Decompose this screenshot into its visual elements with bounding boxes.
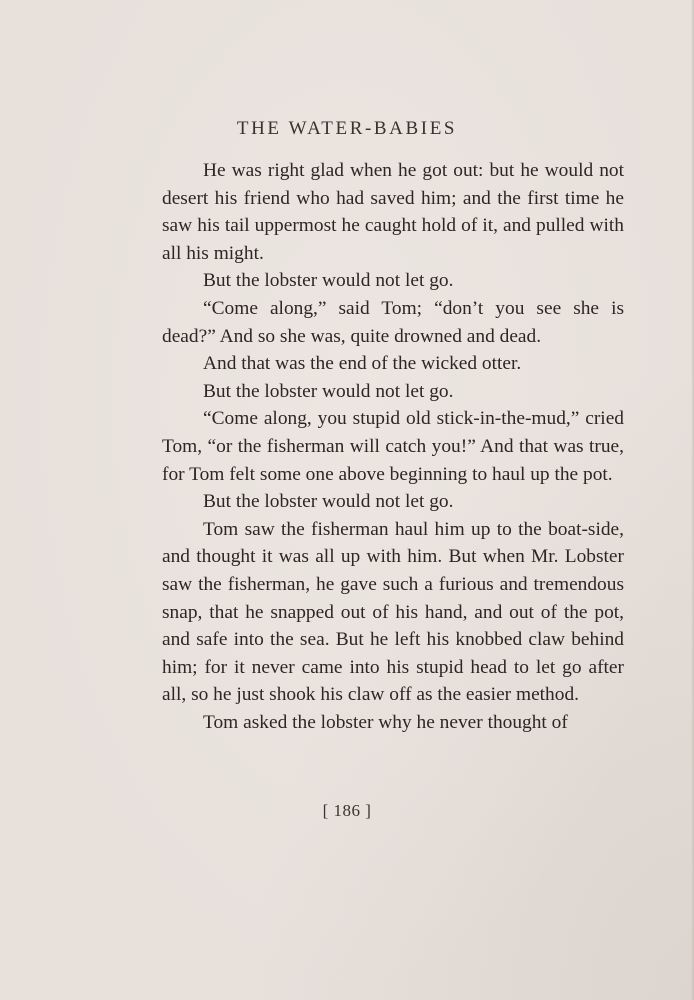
paragraph: Tom asked the lobster why he never thought of: [203, 711, 568, 733]
paragraph: But the lobster would not let go.: [203, 270, 454, 292]
paragraph: “Come along, you stupid old stick-in-the-mud,” cried Tom, “or the fisherman will catch you!” And that was true, for Tom felt some one above beginning to haul up the pot.: [162, 408, 624, 485]
paragraph: But the lobster would not let go.: [203, 380, 454, 402]
body-text: [162, 157, 624, 736]
running-title: THE WATER-BABIES: [236, 118, 458, 139]
paragraph: But the lobster would not let go.: [203, 491, 454, 513]
paragraph: Tom saw the fisherman haul him up to the boat-side, and thought it was all up with him. But when Mr. Lobster saw the fisherman, he gave such a furious and tremendous snap, that he snapped out of his hand, and out of the pot, and safe into the sea. But he left his knobbed claw behind him; for it never came into his stupid head to let go after all, so he just shook his claw off as the easier method.: [162, 518, 624, 706]
page-number: [ 186 ]: [322, 801, 372, 820]
paragraph: And that was the end of the wicked otter.: [203, 353, 522, 375]
paragraph: He was right glad when he got out: but he would not desert his friend who had saved him; and the first time he saw his tail uppermost he caught hold of it, and pulled with all his might.: [162, 160, 624, 264]
paragraph: “Come along,” said Tom; “don’t you see she is dead?” And so she was, quite drowned and dead.: [162, 297, 624, 347]
